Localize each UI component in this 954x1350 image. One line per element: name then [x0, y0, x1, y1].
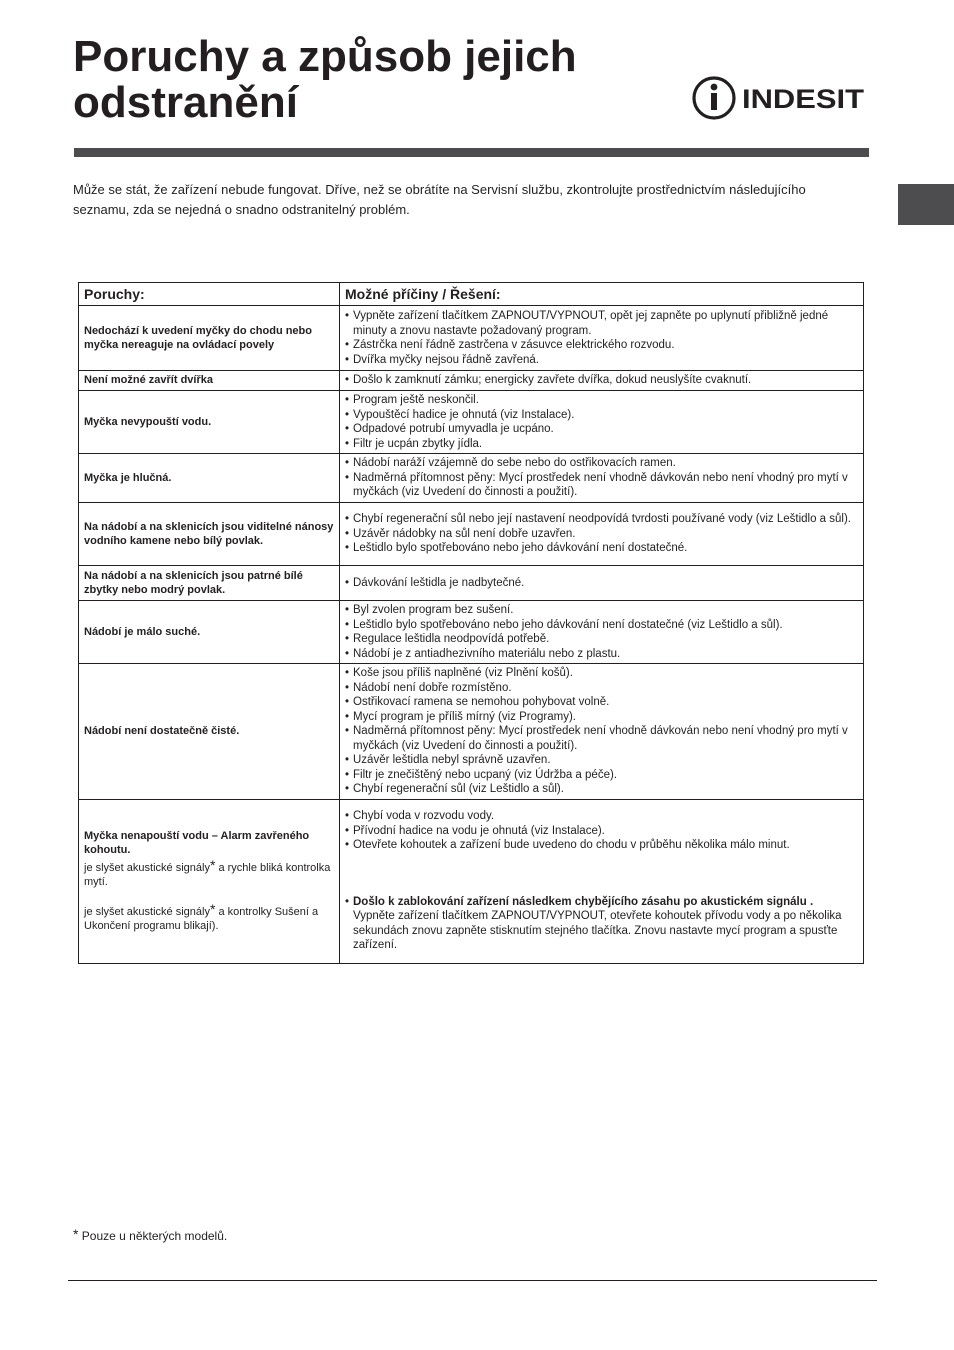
list-item: • Dvířka myčky nejsou řádně zavřená. — [345, 353, 858, 368]
list-item: • Vypněte zařízení tlačítkem ZAPNOUT/VYPNOUT, opět jej zapněte po uplynutí přibližně jedné minuty a znovu nastavte požadovaný program. — [345, 309, 858, 338]
fault-cell: Na nádobí a na sklenicích jsou viditelné nánosy vodního kamene nebo bílý povlak. — [79, 503, 340, 566]
blocked-text: Vypněte zařízení tlačítkem ZAPNOUT/VYPNOUT, otevřete kohoutek přívodu vody a po několika sekundách znovu zapněte stisknutím stejného tlačítka. Znovu nastavte mycí program a spusťte zařízení. — [353, 910, 842, 952]
list-item: • Ostřikovací ramena se nemohou pohybovat volně. — [345, 695, 858, 710]
list-item: • Leštidlo bylo spotřebováno nebo jeho dávkování není dostatečné (viz Leštidlo a sůl). — [345, 618, 858, 633]
brand-wordmark: INDESIT — [742, 84, 865, 114]
table-row — [79, 664, 864, 800]
cause-list — [345, 456, 858, 500]
list-item: • Uzávěr leštidla nebyl správně uzavřen. — [345, 753, 858, 768]
footnote-marker: * — [73, 1226, 79, 1242]
cause-list — [345, 309, 858, 367]
table-row — [79, 371, 864, 391]
language-tab — [898, 184, 954, 225]
list-item: • Otevřete kohoutek a zařízení bude uvedeno do chodu v průběhu několika málo minut. — [345, 838, 858, 853]
alarm-note-2 — [84, 902, 334, 934]
causes-cell — [340, 391, 864, 454]
list-item: • Vypouštěcí hadice je ohnutá (viz Instalace). — [345, 408, 858, 423]
intro-text: Může se stát, že zařízení nebude fungovat. Dříve, než se obrátíte na Servisní službu, zkontrolujte prostřednictvím následujícího seznamu, zda se nejedná o snadno odstranitelný problém. — [73, 182, 806, 217]
footnote-text: Pouze u některých modelů. — [81, 1229, 228, 1243]
list-item: • Regulace leštidla neodpovídá potřebě. — [345, 632, 858, 647]
list-item: • Nádobí je z antiadhezivního materiálu nebo z plastu. — [345, 647, 858, 662]
fault-cell: Nádobí je málo suché. — [79, 601, 340, 664]
causes-cell — [340, 371, 864, 391]
table-row — [79, 503, 864, 566]
alarm-note-2-post: a kontrolky Sušení a Ukončení programu blikají). — [84, 905, 319, 932]
alarm-fault-title: Myčka nenapouští vodu – Alarm zavřeného kohoutu. — [84, 829, 310, 856]
table-header-row — [79, 283, 864, 306]
title-rule — [74, 148, 869, 157]
list-item: • Chybí voda v rozvodu vody. — [345, 809, 858, 824]
list-item: • Nadměrná přítomnost pěny: Mycí prostředek není vhodně dávkován nebo není vhodný pro mytí v myčkách (viz Uvedení do činnosti a použití). — [345, 471, 858, 500]
list-item — [345, 895, 858, 953]
fault-cell: Nedochází k uvedení myčky do chodu nebo myčka nereaguje na ovládací povely — [79, 306, 340, 371]
fault-cell: Myčka je hlučná. — [79, 454, 340, 503]
list-item: • Filtr je znečištěný nebo ucpaný (viz Údržba a péče). — [345, 768, 858, 783]
causes-cell — [340, 601, 864, 664]
cause-list — [345, 373, 858, 388]
alarm-causes-cell — [340, 799, 864, 963]
troubleshooting-table — [78, 282, 864, 964]
list-item: • Program ještě neskončil. — [345, 393, 858, 408]
list-item: • Uzávěr nádobky na sůl není dobře uzavřen. — [345, 527, 858, 542]
cause-list — [345, 512, 858, 556]
indesit-logo — [690, 74, 866, 122]
alarm-note-1 — [84, 858, 334, 890]
table-row-alarm — [79, 799, 864, 963]
page-title — [73, 34, 673, 126]
fault-cell: Myčka nevypouští vodu. — [79, 391, 340, 454]
causes-cell — [340, 503, 864, 566]
list-item: • Došlo k zamknutí zámku; energicky zavřete dvířka, dokud neuslyšíte cvaknutí. — [345, 373, 858, 388]
alarm-note-1-post: a rychle bliká kontrolka mytí. — [84, 861, 331, 888]
bottom-rule — [68, 1280, 877, 1281]
causes-cell — [340, 664, 864, 800]
list-item: • Leštidlo bylo spotřebováno nebo jeho dávkování není dostatečné. — [345, 541, 858, 556]
cause-list — [345, 603, 858, 661]
list-item: • Mycí program je příliš mírný (viz Programy). — [345, 710, 858, 725]
footnote — [73, 1226, 227, 1243]
page-title-line-1: Poruchy a způsob jejich — [73, 32, 577, 81]
alarm-fault-cell — [79, 799, 340, 963]
list-item: • Byl zvolen program bez sušení. — [345, 603, 858, 618]
header-causes: Možné příčiny / Řešení: — [340, 283, 864, 306]
list-item: • Zástrčka není řádně zastrčena v zásuvce elektrického rozvodu. — [345, 338, 858, 353]
list-item: • Nádobí není dobře rozmístěno. — [345, 681, 858, 696]
blocked-heading: Došlo k zablokování zařízení následkem chybějícího zásahu po akustickém signálu . — [353, 895, 814, 908]
alarm-note-2-pre: je slyšet akustické signály — [84, 905, 210, 918]
alarm-note-1-pre: je slyšet akustické signály — [84, 861, 210, 874]
list-item: • Nádobí naráží vzájemně do sebe nebo do ostřikovacích ramen. — [345, 456, 858, 471]
list-item: • Filtr je ucpán zbytky jídla. — [345, 437, 858, 452]
list-item: • Chybí regenerační sůl (viz Leštidlo a sůl). — [345, 782, 858, 797]
page-title-line-2: odstranění — [73, 78, 298, 127]
causes-cell — [340, 566, 864, 601]
causes-cell — [340, 306, 864, 371]
cause-list — [345, 666, 858, 797]
list-item: • Koše jsou příliš naplněné (viz Plnění košů). — [345, 666, 858, 681]
table-row — [79, 391, 864, 454]
blocked-list — [345, 895, 858, 953]
list-item: • Dávkování leštidla je nadbytečné. — [345, 576, 858, 591]
cause-list — [345, 576, 858, 591]
list-item: • Chybí regenerační sůl nebo její nastavení neodpovídá tvrdosti používané vody (viz Leštidlo a sůl). — [345, 512, 858, 527]
footnote-marker: * — [209, 856, 216, 873]
list-item: • Odpadové potrubí umyvadla je ucpáno. — [345, 422, 858, 437]
header-fault: Poruchy: — [79, 283, 340, 306]
list-item: • Nadměrná přítomnost pěny: Mycí prostředek není vhodně dávkován nebo není vhodný pro mytí v myčkách (viz Uvedení do činnosti a použití). — [345, 724, 858, 753]
cause-list — [345, 393, 858, 451]
footnote-marker: * — [209, 900, 216, 917]
fault-cell: Na nádobí a na sklenicích jsou patrné bílé zbytky nebo modrý povlak. — [79, 566, 340, 601]
fault-cell: Nádobí není dostatečně čisté. — [79, 664, 340, 800]
cause-list — [345, 809, 858, 853]
table-row — [79, 306, 864, 371]
table-body — [79, 306, 864, 964]
causes-cell — [340, 454, 864, 503]
fault-cell: Není možné zavřít dvířka — [79, 371, 340, 391]
table-row — [79, 566, 864, 601]
table-row — [79, 601, 864, 664]
table-row — [79, 454, 864, 503]
list-item: • Přívodní hadice na vodu je ohnutá (viz Instalace). — [345, 824, 858, 839]
